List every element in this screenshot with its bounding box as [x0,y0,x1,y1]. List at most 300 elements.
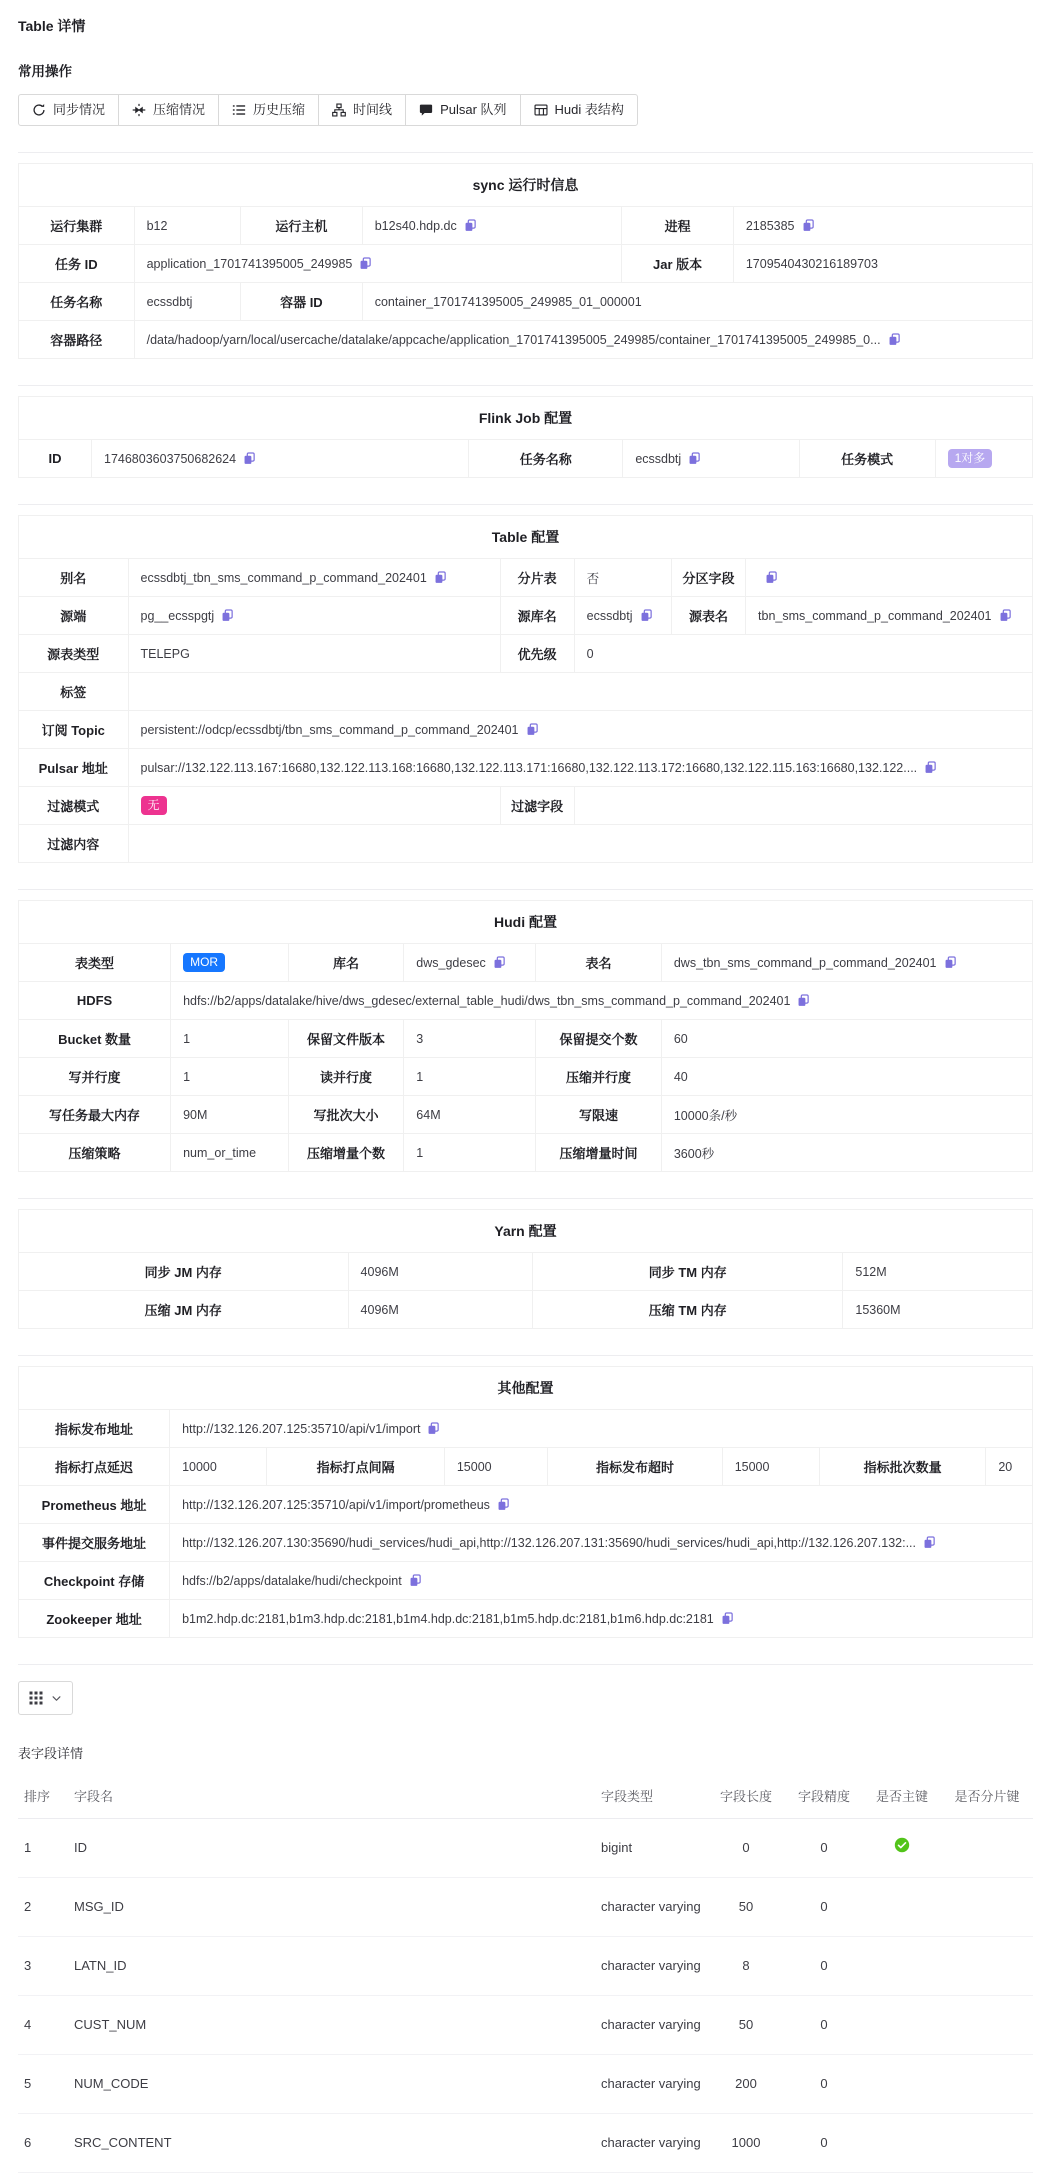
config-value [661,1096,1032,1134]
config-label-text: 读并行度 [319,1070,372,1085]
field-primary-key [863,1937,941,1996]
copy-icon[interactable] [999,609,1012,622]
config-value [92,440,469,478]
config-label-text: 指标发布超时 [595,1460,674,1475]
config-value [348,1253,533,1291]
config-value-text: 2185385 [745,218,795,233]
config-row [19,635,1033,673]
config-label-text: 源库名 [517,609,557,624]
section-divider [18,152,1033,153]
config-label-text: 过滤模式 [47,799,100,814]
toolbar-button-timeline[interactable] [318,94,406,126]
config-row [19,1562,1033,1600]
field-name: SRC_CONTENT [68,2114,595,2173]
config-value-text: ecssdbtj [146,294,193,309]
config-value [171,1096,289,1134]
config-value-text: 1746803603750682624 [104,451,237,466]
config-label [288,944,404,982]
config-label [19,1562,170,1600]
config-label-text: 表类型 [75,956,115,971]
config-label [548,1448,722,1486]
config-label-text: 标签 [60,685,87,700]
config-label-text: 运行集群 [50,219,103,234]
toolbar [18,94,1033,126]
copy-icon[interactable] [944,956,957,969]
config-row [19,982,1033,1020]
config-value-text: 15000 [456,1459,492,1474]
config-label-text: 指标打点延迟 [55,1460,134,1475]
config-label [820,1448,986,1486]
config-row [19,321,1033,359]
config-value [404,1020,536,1058]
config-label-text: 库名 [332,956,359,971]
field-length: 1000 [707,2114,785,2173]
fields-header-6: 是否分片键 [941,1778,1033,1819]
config-value-text: hdfs://b2/apps/datalake/hive/dws_gdesec/external_table_hudi/dws_tbn_sms_command_p_command_202401 [183,993,791,1008]
config-label [19,207,135,245]
config-value-text: 0 [586,646,594,661]
config-row [19,825,1033,863]
config-value [170,1410,1033,1448]
config-value [348,1291,533,1329]
config-value-text: 4096M [360,1302,399,1317]
config-value-text: 64M [416,1107,441,1122]
config-row [19,1448,1033,1486]
field-length: 50 [707,1878,785,1937]
fields-table [18,1778,1033,2173]
config-label [19,321,135,359]
toolbar-button-label: Pulsar 队列 [440,102,507,117]
config-label-text: ID [48,451,62,466]
copy-icon[interactable] [802,219,815,232]
config-value [128,711,1033,749]
chevron-down-icon [51,1693,62,1704]
field-primary-key [863,1996,941,2055]
config-value [444,1448,547,1486]
config-label-text: 压缩增量时间 [559,1146,638,1161]
field-name: ID [68,1819,595,1878]
copy-icon[interactable] [888,333,901,346]
config-value-text: num_or_time [183,1145,257,1160]
config-label [19,1134,171,1172]
field-primary-key [863,1878,941,1937]
config-value [574,559,671,597]
config-label-text: 指标打点间隔 [316,1460,395,1475]
history-list-icon [232,103,246,117]
config-label-text: 别名 [60,571,87,586]
copy-icon[interactable] [721,1612,734,1625]
copy-icon[interactable] [409,1574,422,1587]
config-label-text: 压缩并行度 [565,1070,631,1085]
field-length: 8 [707,1937,785,1996]
pulsar-message-icon [419,103,433,117]
config-row [19,1058,1033,1096]
config-value-text: 15360M [855,1302,901,1317]
config-value-text: hdfs://b2/apps/datalake/hudi/checkpoint [182,1573,402,1588]
copy-icon[interactable] [243,452,256,465]
config-label [19,1410,170,1448]
sync-icon [32,103,46,117]
config-label-text: Jar 版本 [653,257,703,272]
config-table-hudi-config [18,900,1033,1172]
field-order: 1 [18,1819,68,1878]
grid-icon [29,1691,43,1705]
config-value-text: ecssdbtj [635,451,682,466]
config-value [134,283,240,321]
config-value-text: 60 [673,1031,688,1046]
config-value-text: 1 [183,1069,191,1084]
section-divider [18,385,1033,386]
config-value [170,1448,267,1486]
config-label-text: 压缩 TM 内存 [648,1303,727,1318]
timeline-icon [332,103,346,117]
config-row [19,1410,1033,1448]
config-label [622,207,734,245]
config-row [19,749,1033,787]
config-label-text: 保留文件版本 [306,1032,385,1047]
field-type: character varying [595,1996,707,2055]
config-label-text: 压缩策略 [68,1146,121,1161]
copy-icon[interactable] [640,609,653,622]
toolbar-button-label: 同步情况 [53,102,106,117]
config-label-text: 容器路径 [50,333,103,348]
config-label [19,1524,170,1562]
config-value-text: ecssdbtj_tbn_sms_command_p_command_202401 [140,570,427,585]
config-value [746,597,1033,635]
config-value [171,944,289,982]
config-value [171,1134,289,1172]
config-label-text: 任务模式 [841,452,894,467]
config-label-text: 表名 [585,956,612,971]
config-value [661,1134,1032,1172]
fields-header-4: 字段精度 [785,1778,863,1819]
config-row [19,711,1033,749]
config-label-text: Checkpoint 存储 [43,1574,145,1589]
section-divider [18,1198,1033,1199]
section-divider [18,1355,1033,1356]
config-value [733,245,1032,283]
field-row [18,2055,1033,2114]
toolbar-button-pulsar-queue[interactable] [405,94,520,126]
field-shard-key [941,1937,1033,1996]
config-label [288,1020,404,1058]
config-value-text: TELEPG [140,646,190,661]
config-table-flink-job [18,396,1033,478]
config-value [128,749,1033,787]
config-sections [18,152,1033,1638]
field-name: CUST_NUM [68,1996,595,2055]
config-value [362,207,622,245]
config-label [19,1600,170,1638]
fields-header-3: 字段长度 [707,1778,785,1819]
config-label [672,559,746,597]
field-name: LATN_ID [68,1937,595,1996]
config-value [661,944,1032,982]
config-value [128,559,500,597]
field-type: character varying [595,2114,707,2173]
field-order: 2 [18,1878,68,1937]
table-controls [18,1681,1033,1715]
toolbar-button-history[interactable] [218,94,319,126]
config-label [622,245,734,283]
config-label-text: 写限速 [578,1108,618,1123]
config-label-text: 订阅 Topic [41,723,105,738]
config-label-text: 运行主机 [275,219,328,234]
config-value [661,1020,1032,1058]
fields-header-5: 是否主键 [863,1778,941,1819]
config-label-text: 指标批次数量 [863,1460,942,1475]
config-value [170,1562,1033,1600]
config-label-text: Prometheus 地址 [41,1498,147,1513]
field-order: 5 [18,2055,68,2114]
field-precision: 0 [785,1819,863,1878]
config-value [722,1448,819,1486]
copy-icon[interactable] [924,761,937,774]
config-value-text: dws_tbn_sms_command_p_command_202401 [673,955,937,970]
config-label [19,1291,349,1329]
config-label-text: 源表类型 [47,647,100,662]
config-label-text: 源表名 [689,609,729,624]
config-label [288,1134,404,1172]
copy-icon[interactable] [359,257,372,270]
config-label [19,673,129,711]
status-badge: MOR [183,953,225,972]
copy-icon[interactable] [526,723,539,736]
field-precision: 0 [785,1937,863,1996]
config-value-text: 1 [416,1145,424,1160]
config-row [19,1134,1033,1172]
config-row [19,597,1033,635]
config-value-text: dws_gdesec [416,955,486,970]
config-label-text: 任务名称 [50,295,103,310]
section-divider [18,889,1033,890]
field-shard-key [941,1996,1033,2055]
config-value [128,825,1033,863]
copy-icon[interactable] [221,609,234,622]
config-label [19,1020,171,1058]
config-value [404,944,536,982]
copy-icon[interactable] [797,994,810,1007]
config-table-table-config [18,515,1033,863]
config-value [170,1524,1033,1562]
field-length: 0 [707,1819,785,1878]
copy-icon[interactable] [427,1422,440,1435]
config-value [404,1096,536,1134]
config-table-sync-runtime [18,163,1033,359]
config-value [404,1058,536,1096]
copy-icon[interactable] [434,571,447,584]
config-label-text: 压缩 JM 内存 [144,1303,222,1318]
field-type: character varying [595,1878,707,1937]
config-label [19,440,92,478]
section-divider [18,1664,1033,1665]
config-value-text: 40 [673,1069,688,1084]
config-label [536,1096,662,1134]
copy-icon[interactable] [923,1536,936,1549]
config-label-text: 分片表 [517,571,557,586]
config-row [19,1096,1033,1134]
config-label [19,1058,171,1096]
config-label-text: 容器 ID [280,295,323,310]
config-label [19,283,135,321]
config-value-text: b12s40.hdp.dc [374,218,457,233]
config-label-text: 任务 ID [54,257,98,272]
check-circle-icon [894,1837,910,1853]
config-value-text: pg__ecsspgtj [140,608,215,623]
config-value-text: 90M [183,1107,208,1122]
field-primary-key [863,2114,941,2173]
field-shard-key [941,2055,1033,2114]
config-value [128,635,500,673]
toolbar-button-hudi-schema[interactable] [520,94,638,126]
copy-icon[interactable] [464,219,477,232]
config-label [19,825,129,863]
toolbar-button-label: 时间线 [353,102,393,117]
toolbar-button-compact-status[interactable] [118,94,219,126]
column-settings-button[interactable] [18,1681,73,1715]
config-value-text: 4096M [360,1264,399,1279]
config-label [500,597,574,635]
config-label [19,1253,349,1291]
config-label [19,559,129,597]
config-value-text: pulsar://132.122.113.167:16680,132.122.113.168:16680,132.122.113.171:16680,132.122.113.172:16680,132.122.115.163:16680,132.122.... [140,760,918,775]
config-label-text: 源端 [60,609,87,624]
field-row [18,1937,1033,1996]
config-label [500,787,574,825]
section-title: sync 运行时信息 [19,164,1033,207]
config-label [469,440,623,478]
config-value [623,440,799,478]
config-value-text: 10000条/秒 [673,1108,738,1123]
config-label [536,1134,662,1172]
fields-header-0: 排序 [18,1778,68,1819]
config-label [19,711,129,749]
toolbar-button-label: 历史压缩 [253,102,306,117]
config-label-text: 进程 [664,219,691,234]
config-row [19,245,1033,283]
field-precision: 0 [785,1878,863,1937]
config-value-text: 否 [586,571,600,586]
config-value-text: 3 [416,1031,424,1046]
copy-icon[interactable] [765,571,778,584]
config-row [19,1253,1033,1291]
toolbar-button-sync-status[interactable] [18,94,119,126]
field-order: 4 [18,1996,68,2055]
section-title: Table 配置 [19,516,1033,559]
config-value [935,440,1032,478]
config-label-text: 写批次大小 [313,1108,379,1123]
config-row [19,944,1033,982]
config-label [19,749,129,787]
config-label [267,1448,444,1486]
copy-icon[interactable] [497,1498,510,1511]
config-value-text: b12 [146,218,168,233]
config-label-text: 同步 JM 内存 [144,1265,222,1280]
config-label-text: 保留提交个数 [559,1032,638,1047]
config-label [288,1058,404,1096]
config-value-text: /data/hadoop/yarn/local/usercache/datalake/appcache/application_1701741395005_249985/container_1701741395005_249985_0... [146,332,881,347]
config-value [986,1448,1033,1486]
config-value-text: application_1701741395005_249985 [146,256,353,271]
field-row [18,1819,1033,1878]
config-label [536,1020,662,1058]
config-row [19,1291,1033,1329]
config-value [404,1134,536,1172]
section-title: 其他配置 [19,1367,1033,1410]
field-type: character varying [595,2055,707,2114]
config-label [288,1096,404,1134]
toolbar-button-label: Hudi 表结构 [554,102,624,117]
config-label [241,283,363,321]
field-row [18,2114,1033,2173]
config-value-text: 10000 [182,1459,217,1474]
field-shard-key [941,1878,1033,1937]
config-value [661,1058,1032,1096]
section-title: Flink Job 配置 [19,397,1033,440]
config-value [128,673,1033,711]
fields-header-1: 字段名 [68,1778,595,1819]
config-label-text: 优先级 [517,647,557,662]
config-label-text: 事件提交服务地址 [42,1536,147,1551]
config-label-text: Bucket 数量 [58,1032,132,1047]
config-value-text: 1 [183,1031,191,1046]
config-value-text: 3600秒 [673,1146,715,1161]
config-value [733,207,1032,245]
config-value [128,787,500,825]
field-primary-key [863,2055,941,2114]
config-value [134,207,240,245]
field-length: 50 [707,1996,785,2055]
config-label [19,982,171,1020]
config-label-text: 压缩增量个数 [306,1146,385,1161]
config-label [533,1291,843,1329]
config-label-text: 写任务最大内存 [49,1108,141,1123]
config-row [19,283,1033,321]
config-label-text: HDFS [76,993,113,1008]
field-precision: 0 [785,2055,863,2114]
config-value [746,559,1033,597]
field-primary-key [863,1819,941,1878]
config-label [19,1096,171,1134]
config-label-text: 分区字段 [682,571,735,586]
config-table-other-config [18,1366,1033,1638]
config-value [843,1291,1033,1329]
config-label [19,944,171,982]
copy-icon[interactable] [493,956,506,969]
config-row [19,673,1033,711]
toolbar-button-label: 压缩情况 [153,102,206,117]
config-label-text: 过滤字段 [511,799,564,814]
field-type: character varying [595,1937,707,1996]
config-label [799,440,935,478]
field-name: MSG_ID [68,1878,595,1937]
config-value [843,1253,1033,1291]
config-value [171,982,1033,1020]
fields-title: 表字段详情 [18,1746,84,1761]
config-value-text: http://132.126.207.130:35690/hudi_services/hudi_api,http://132.126.207.131:35690/hudi_services/hudi_api,http://132.126.207.132:... [182,1535,916,1550]
config-row [19,440,1033,478]
config-value [574,787,1032,825]
config-value [574,635,1032,673]
config-label [536,944,662,982]
fields-header-2: 字段类型 [595,1778,707,1819]
copy-icon[interactable] [688,452,701,465]
config-label-text: 过滤内容 [47,837,100,852]
common-actions-label: 常用操作 [18,64,72,79]
config-value-text: 1709540430216189703 [745,256,878,271]
config-label-text: Pulsar 地址 [38,761,108,776]
field-row [18,1878,1033,1937]
